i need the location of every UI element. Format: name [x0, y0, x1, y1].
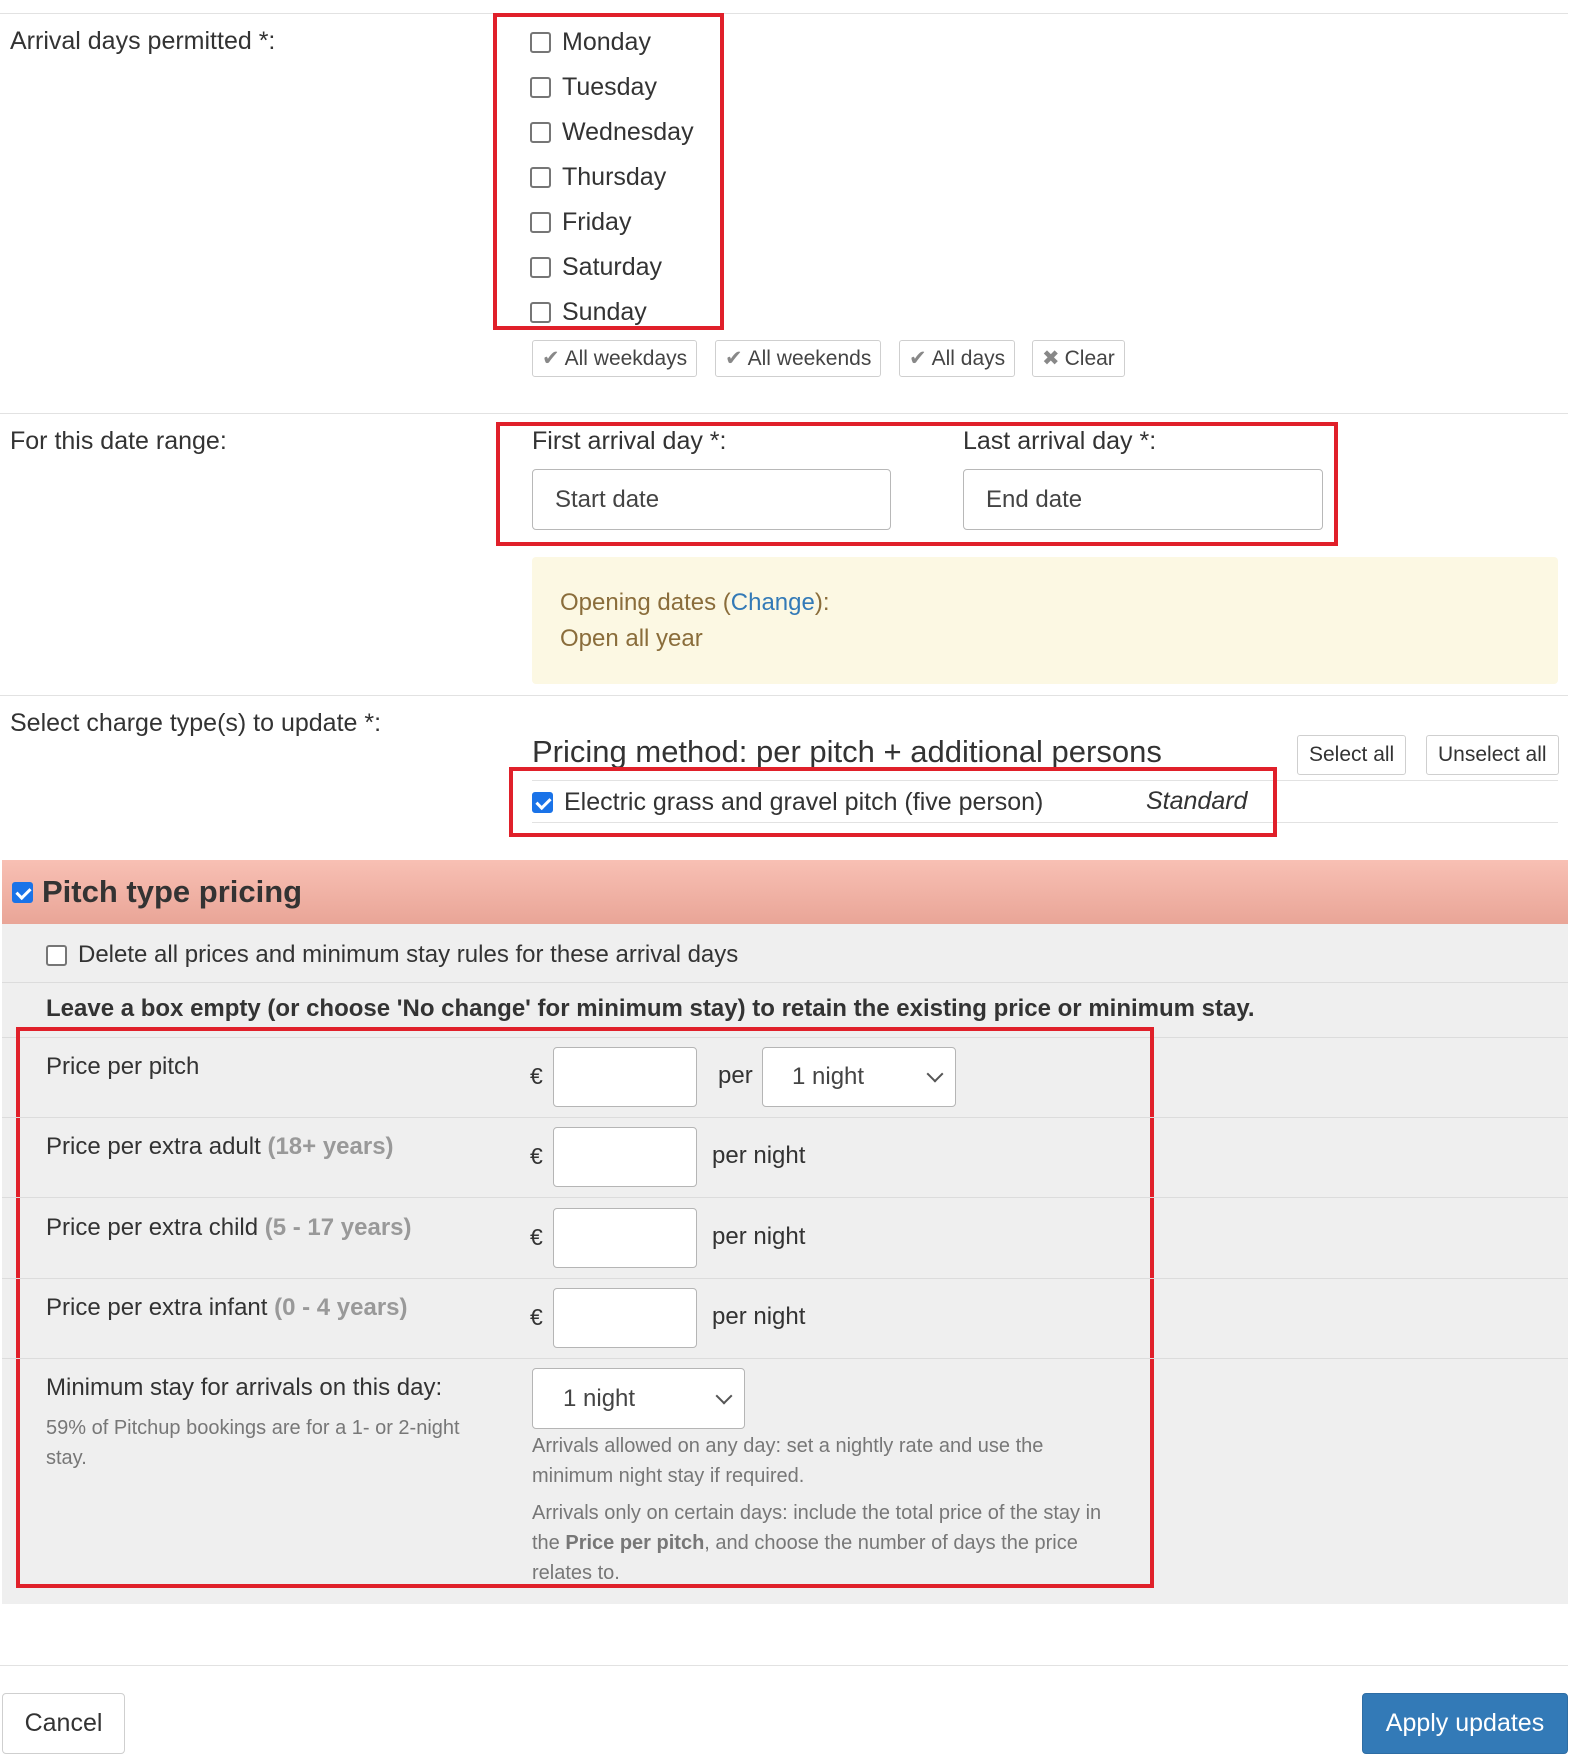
currency-symbol: € — [530, 1063, 543, 1089]
button-label: All days — [931, 346, 1006, 370]
per-night-label: per night — [712, 1303, 806, 1330]
row-divider — [2, 982, 1568, 983]
day-thursday[interactable] — [530, 160, 666, 194]
all-days-button[interactable] — [899, 340, 1015, 377]
extra-child-input[interactable] — [553, 1208, 697, 1268]
currency-symbol: € — [530, 1224, 543, 1250]
opening-dates-notice — [532, 557, 1558, 684]
per-night-label: per night — [712, 1223, 806, 1250]
check-icon: ✔ — [725, 347, 743, 370]
top-divider — [0, 13, 1568, 14]
x-icon: ✖ — [1042, 347, 1060, 370]
help-certain-days-line1: Arrivals only on certain days: include the total price of the stay in — [532, 1502, 1102, 1524]
pitch-period-value: 1 night — [792, 1063, 865, 1090]
all-weekends-button[interactable] — [715, 340, 881, 377]
divider — [0, 413, 1568, 414]
extra-infant-text: Price per extra infant — [46, 1294, 268, 1321]
per-night-label: per night — [712, 1142, 806, 1169]
last-arrival-label: Last arrival day *: — [963, 427, 1157, 455]
charge-type-tag: Standard — [1146, 787, 1248, 815]
checkbox[interactable] — [530, 257, 551, 278]
date-range-label: For this date range: — [10, 427, 227, 455]
notice-suffix: ): — [814, 589, 830, 616]
pitch-period-select[interactable] — [762, 1047, 956, 1107]
button-label: Clear — [1064, 346, 1115, 370]
extra-infant-range: (0 - 4 years) — [274, 1294, 408, 1321]
extra-child-label — [46, 1214, 412, 1242]
pitch-pricing-title: Pitch type pricing — [42, 874, 303, 909]
extra-adult-range: (18+ years) — [267, 1133, 394, 1160]
min-stay-select[interactable] — [532, 1368, 745, 1429]
price-per-pitch-input[interactable] — [553, 1047, 697, 1107]
day-label: Sunday — [562, 297, 647, 326]
start-date-input[interactable]: Start date — [532, 469, 891, 530]
row-divider — [2, 1278, 1568, 1279]
row-divider — [2, 1358, 1568, 1359]
min-stay-label: Minimum stay for arrivals on this day: — [46, 1374, 443, 1401]
day-wednesday[interactable] — [530, 115, 694, 149]
currency-symbol: € — [530, 1304, 543, 1330]
day-label: Monday — [562, 27, 651, 56]
check-icon: ✔ — [909, 347, 927, 370]
select-all-button[interactable]: Select all — [1297, 735, 1406, 775]
divider — [0, 695, 1568, 696]
opening-dates-value: Open all year — [560, 625, 703, 652]
checkbox[interactable] — [530, 122, 551, 143]
charge-types-label: Select charge type(s) to update *: — [10, 709, 382, 737]
booking-stat-line2: stay. — [46, 1447, 87, 1469]
day-label: Tuesday — [562, 72, 657, 101]
min-stay-value: 1 night — [563, 1384, 636, 1412]
help-any-day-line2: minimum night stay if required. — [532, 1465, 805, 1487]
opening-dates-line — [560, 589, 830, 617]
row-divider — [2, 1117, 1568, 1118]
checkbox[interactable] — [532, 792, 553, 813]
day-tuesday[interactable] — [530, 70, 657, 104]
day-label: Thursday — [562, 162, 667, 191]
notice-prefix: Opening dates ( — [560, 589, 731, 616]
extra-infant-input[interactable] — [553, 1288, 697, 1348]
chevron-down-icon — [927, 1066, 944, 1083]
booking-stat-line1: 59% of Pitchup bookings are for a 1- or 2-night — [46, 1417, 460, 1439]
checkbox[interactable] — [530, 167, 551, 188]
change-link[interactable]: Change — [730, 589, 815, 616]
button-label: All weekdays — [564, 346, 688, 370]
pitch-pricing-header — [2, 860, 1568, 924]
apply-updates-button[interactable]: Apply updates — [1362, 1693, 1568, 1754]
help-bold-text: Price per pitch — [565, 1532, 705, 1554]
button-label: All weekends — [747, 346, 872, 370]
day-friday[interactable] — [530, 205, 631, 239]
clear-button[interactable] — [1032, 340, 1125, 377]
charge-type-item[interactable] — [532, 784, 1043, 820]
unselect-all-button[interactable]: Unselect all — [1426, 735, 1559, 775]
extra-infant-label — [46, 1294, 408, 1322]
day-saturday[interactable] — [530, 250, 662, 284]
charge-type-label: Electric grass and gravel pitch (five person) — [564, 787, 1044, 816]
first-arrival-label: First arrival day *: — [532, 427, 727, 455]
day-label: Saturday — [562, 252, 663, 281]
checkbox[interactable] — [530, 32, 551, 53]
checkbox[interactable] — [530, 77, 551, 98]
footer-divider — [0, 1665, 1568, 1666]
instruction-text: Leave a box empty (or choose 'No change' for minimum stay) to retain the existing price or minimum stay. — [46, 995, 1255, 1022]
day-sunday[interactable] — [530, 295, 647, 329]
day-monday[interactable] — [530, 25, 651, 59]
extra-adult-label — [46, 1133, 394, 1161]
check-icon: ✔ — [542, 347, 560, 370]
extra-child-text: Price per extra child — [46, 1214, 259, 1241]
extra-adult-input[interactable] — [553, 1127, 697, 1187]
help-text: the — [532, 1532, 566, 1554]
day-label: Wednesday — [562, 117, 694, 146]
help-certain-days-line2 — [532, 1528, 1078, 1558]
cancel-button[interactable]: Cancel — [2, 1693, 125, 1754]
pitch-pricing-checkbox[interactable] — [12, 882, 33, 903]
delete-prices-label: Delete all prices and minimum stay rules for these arrival days — [78, 941, 739, 968]
all-weekdays-button[interactable] — [532, 340, 697, 377]
checkbox[interactable] — [530, 302, 551, 323]
per-label: per — [718, 1062, 753, 1089]
currency-symbol: € — [530, 1143, 543, 1169]
day-label: Friday — [562, 207, 632, 236]
end-date-input[interactable]: End date — [963, 469, 1323, 530]
extra-adult-text: Price per extra adult — [46, 1133, 261, 1160]
help-text: , and choose the number of days the price — [704, 1532, 1078, 1554]
help-certain-days-line3: relates to. — [532, 1562, 620, 1584]
chevron-down-icon — [716, 1387, 733, 1404]
checkbox[interactable] — [46, 945, 67, 966]
price-per-pitch-label: Price per pitch — [46, 1053, 200, 1080]
arrival-days-label: Arrival days permitted *: — [10, 27, 276, 55]
checkbox[interactable] — [530, 212, 551, 233]
row-divider — [2, 1197, 1568, 1198]
extra-child-range: (5 - 17 years) — [264, 1214, 412, 1241]
delete-prices-option[interactable] — [46, 937, 738, 973]
pricing-method-heading: Pricing method: per pitch + additional persons — [532, 734, 1162, 769]
help-any-day-line1: Arrivals allowed on any day: set a nightly rate and use the — [532, 1435, 1044, 1457]
